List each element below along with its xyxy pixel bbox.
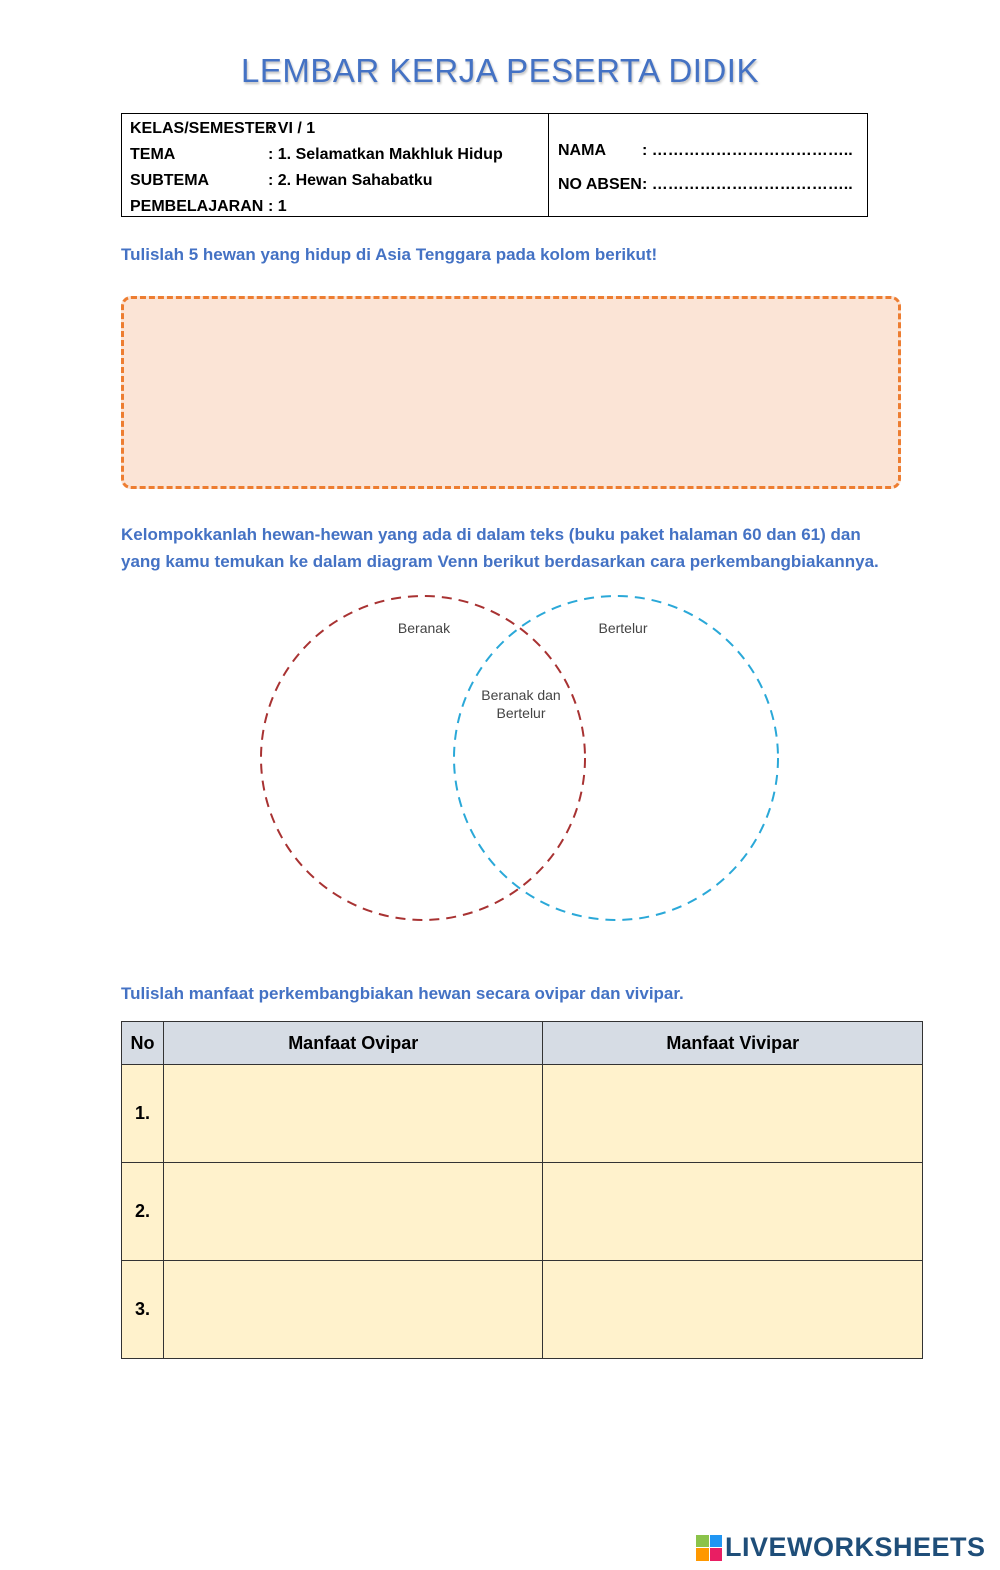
theme-value: : 1. Selamatkan Makhluk Hidup: [268, 146, 503, 163]
liveworksheets-logo-icon: [696, 1535, 722, 1561]
logo-square: [696, 1548, 709, 1561]
liveworksheets-logo: [696, 1532, 986, 1563]
theme-label: TEMA: [130, 146, 176, 163]
vivipar-answer-cell[interactable]: [543, 1261, 923, 1359]
table-header-row: [122, 1022, 923, 1065]
venn-left-label: Beranak: [397, 620, 451, 636]
venn-overlap-label-line-2: Bertelur: [496, 705, 546, 721]
logo-text: LIVEWORKSHEETS: [725, 1532, 986, 1562]
instruction-3: Tulislah manfaat perkembangbiakan hewan secara ovipar dan vivipar.: [121, 984, 684, 1003]
row-number: 3.: [122, 1261, 164, 1359]
vivipar-answer-cell[interactable]: [543, 1163, 923, 1261]
venn-left-circle[interactable]: [261, 596, 585, 920]
table-row: [122, 1261, 923, 1359]
ovipar-answer-cell[interactable]: [163, 1163, 543, 1261]
page-title: LEMBAR KERJA PESERTA DIDIK: [241, 52, 759, 89]
logo-square: [696, 1535, 709, 1548]
logo-square: [710, 1548, 723, 1561]
venn-overlap-label-line-1: Beranak dan: [481, 687, 561, 703]
benefits-table: [121, 1021, 923, 1359]
subtheme-value: : 2. Hewan Sahabatku: [268, 172, 433, 189]
row-number: 2.: [122, 1163, 164, 1261]
ovipar-answer-cell[interactable]: [163, 1261, 543, 1359]
header-no: No: [122, 1022, 164, 1065]
class-semester-label: KELAS/SEMESTER: [130, 120, 277, 137]
instruction-2-line-1: Kelompokkanlah hewan-hewan yang ada di dalam teks (buku paket halaman 60 dan 61) dan: [121, 525, 861, 544]
vivipar-answer-cell[interactable]: [543, 1065, 923, 1163]
name-field[interactable]: : ………………………………..: [642, 142, 853, 159]
name-label: NAMA: [558, 142, 606, 159]
absen-field[interactable]: : ………………………………..: [642, 176, 853, 193]
header-ovipar: Manfaat Ovipar: [163, 1022, 543, 1065]
table-row: [122, 1163, 923, 1261]
venn-right-circle[interactable]: [454, 596, 778, 920]
header-vivipar: Manfaat Vivipar: [543, 1022, 923, 1065]
instruction-1: Tulislah 5 hewan yang hidup di Asia Tenggara pada kolom berikut!: [121, 245, 658, 264]
row-number: 1.: [122, 1065, 164, 1163]
venn-right-label: Bertelur: [598, 620, 648, 636]
lesson-label: PEMBELAJARAN: [130, 198, 264, 215]
logo-square: [710, 1535, 723, 1548]
table-row: [122, 1065, 923, 1163]
absen-label: NO ABSEN: [558, 176, 642, 193]
ovipar-answer-cell[interactable]: [163, 1065, 543, 1163]
class-semester-value: : VI / 1: [268, 120, 316, 137]
subtheme-label: SUBTEMA: [130, 172, 210, 189]
instruction-2-line-2: yang kamu temukan ke dalam diagram Venn berikut berdasarkan cara perkembangbiakannya.: [121, 552, 879, 571]
lesson-value: : 1: [268, 198, 287, 215]
